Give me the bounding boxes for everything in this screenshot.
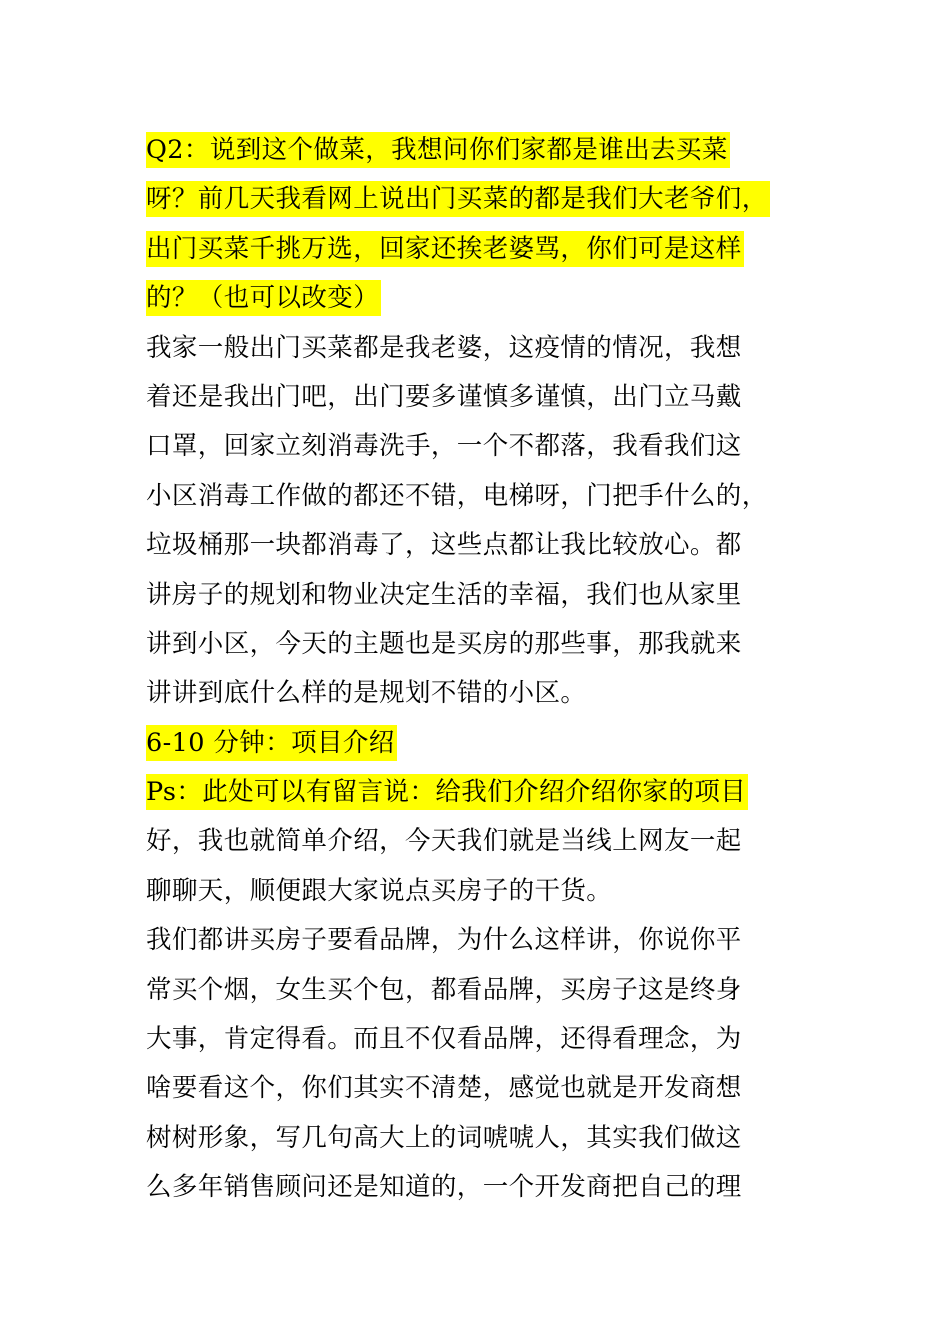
answer-paragraph (146, 324, 846, 719)
brand-line-4: 啥要看这个，你们其实不清楚，感觉也就是开发商想 (146, 1073, 742, 1104)
brand-line-5: 树树形象，写几句高大上的词唬唬人，其实我们做这 (146, 1122, 742, 1153)
q2-line-3 (146, 225, 846, 274)
q2-line-2 (146, 175, 846, 224)
brand-line-6: 么多年销售顾问还是知道的，一个开发商把自己的理 (146, 1172, 742, 1203)
brand-line-1: 我们都讲买房子要看品牌，为什么这样讲，你说你平 (146, 925, 742, 956)
q2-line-1 (146, 126, 846, 175)
ps-note-row (146, 768, 846, 817)
answer-line-3: 口罩，回家立刻消毒洗手，一个不都落，我看我们这 (146, 431, 742, 462)
answer-line-2: 着还是我出门吧，出门要多谨慎多谨慎，出门立马戴 (146, 381, 742, 412)
q2-line-2-text: 呀？前几天我看网上说出门买菜的都是我们大老爷们， (146, 181, 770, 217)
q2-line-4-text: 的？（也可以改变） (146, 280, 381, 316)
section-heading-row (146, 719, 846, 768)
q2-line-4 (146, 274, 846, 323)
intro-line-2: 聊聊天，顺便跟大家说点买房子的干货。 (146, 875, 613, 906)
answer-line-4: 小区消毒工作做的都还不错，电梯呀，门把手什么的， (146, 480, 768, 511)
answer-line-8: 讲讲到底什么样的是规划不错的小区。 (146, 678, 587, 709)
section-heading: 6-10 分钟：项目介绍 (146, 725, 397, 761)
q2-line-1-text: Q2：说到这个做菜，我想问你们家都是谁出去买菜 (146, 132, 730, 168)
question-q2 (146, 126, 846, 324)
brand-line-2: 常买个烟，女生买个包，都看品牌，买房子这是终身 (146, 974, 742, 1005)
brand-line-3: 大事，肯定得看。而且不仅看品牌，还得看理念，为 (146, 1024, 742, 1055)
answer-line-6: 讲房子的规划和物业决定生活的幸福，我们也从家里 (146, 579, 742, 610)
answer-line-1: 我家一般出门买菜都是我老婆，这疫情的情况，我想 (146, 332, 742, 363)
document-body (146, 126, 846, 1213)
q2-line-3-text: 出门买菜千挑万选，回家还挨老婆骂，你们可是这样 (146, 231, 744, 267)
intro-line-1: 好，我也就简单介绍，今天我们就是当线上网友一起 (146, 826, 742, 857)
answer-line-5: 垃圾桶那一块都消毒了，这些点都让我比较放心。都 (146, 530, 742, 561)
ps-note: Ps：此处可以有留言说：给我们介绍介绍你家的项目 (146, 774, 748, 810)
brand-paragraph (146, 916, 846, 1212)
intro-paragraph (146, 817, 846, 916)
answer-line-7: 讲到小区，今天的主题也是买房的那些事，那我就来 (146, 628, 742, 659)
